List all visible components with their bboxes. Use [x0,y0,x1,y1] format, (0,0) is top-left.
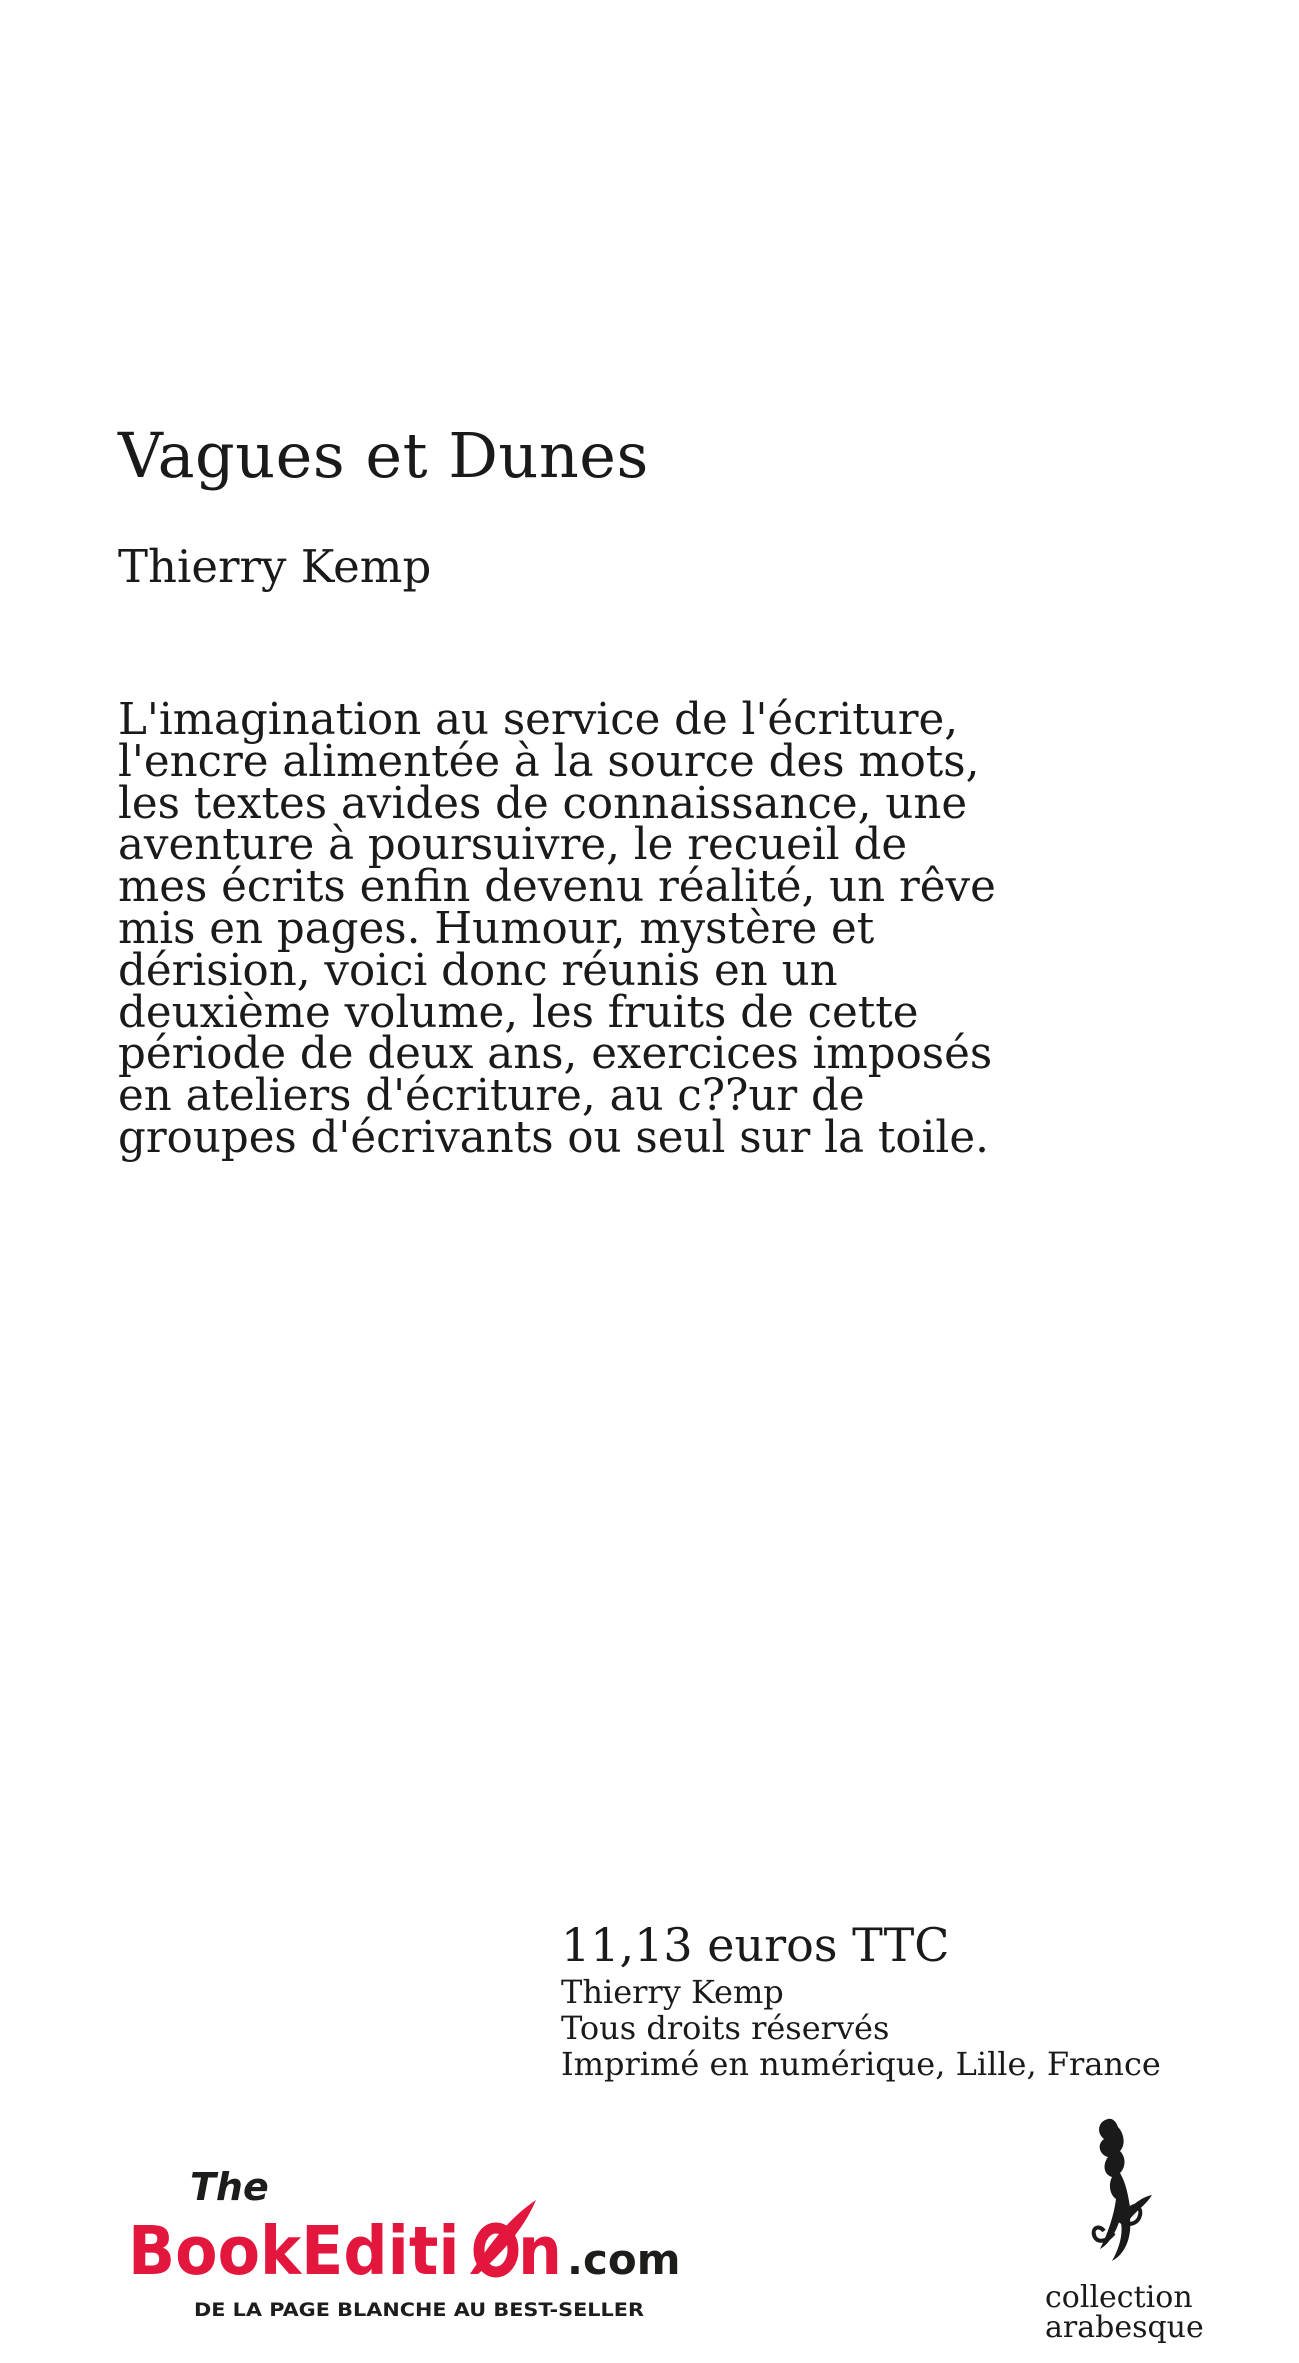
summary-line: l'encre alimentée à la source des mots, [118,736,980,787]
logo-the: The [190,2170,269,2209]
logo-brand-part1: BookEditi [128,2212,488,2290]
imprint-author: Thierry Kemp [561,1973,784,2011]
collection-logo [1040,2115,1204,2345]
summary-line: les textes avides de connaissance, une [118,778,968,829]
book-summary [118,695,998,1163]
summary-line: deuxième volume, les fruits de cette [118,987,919,1038]
rights-notice: Tous droits réservés [561,2009,890,2047]
price: 11,13 euros TTC [561,1918,950,1972]
seahorse-arabesque-icon [1080,2115,1160,2273]
logo-tagline: DE LA PAGE BLANCHE AU BEST-SELLER [194,2299,645,2321]
summary-line: mis en pages. Humour, mystère et [118,903,875,954]
summary-line: en ateliers d'écriture, au c??ur de [118,1071,865,1122]
logo-domain: .com [567,2235,681,2284]
summary-line: aventure à poursuivre, le recueil de [118,820,908,871]
book-author: Thierry Kemp [118,540,432,593]
collection-label [1045,2280,1204,2345]
book-title: Vagues et Dunes [118,419,649,492]
printing-notice: Imprimé en numérique, Lille, France [561,2045,1161,2083]
summary-line: groupes d'écrivants ou seul sur la toile. [118,1112,989,1163]
summary-line: L'imagination au service de l'écriture, [118,695,959,745]
summary-line: dérision, voici donc réunis en un [118,945,838,996]
summary-line: mes écrits enfin devenu réalité, un rêve [118,862,996,913]
collection-label-line1: collection [1045,2280,1193,2315]
bookedition-logo [124,2170,724,2330]
summary-line: période de deux ans, exercices imposés [118,1029,993,1080]
logo-brand-part2: n [517,2212,566,2290]
imprint-block [561,1916,1161,2082]
collection-label-line2: arabesque [1045,2310,1204,2345]
